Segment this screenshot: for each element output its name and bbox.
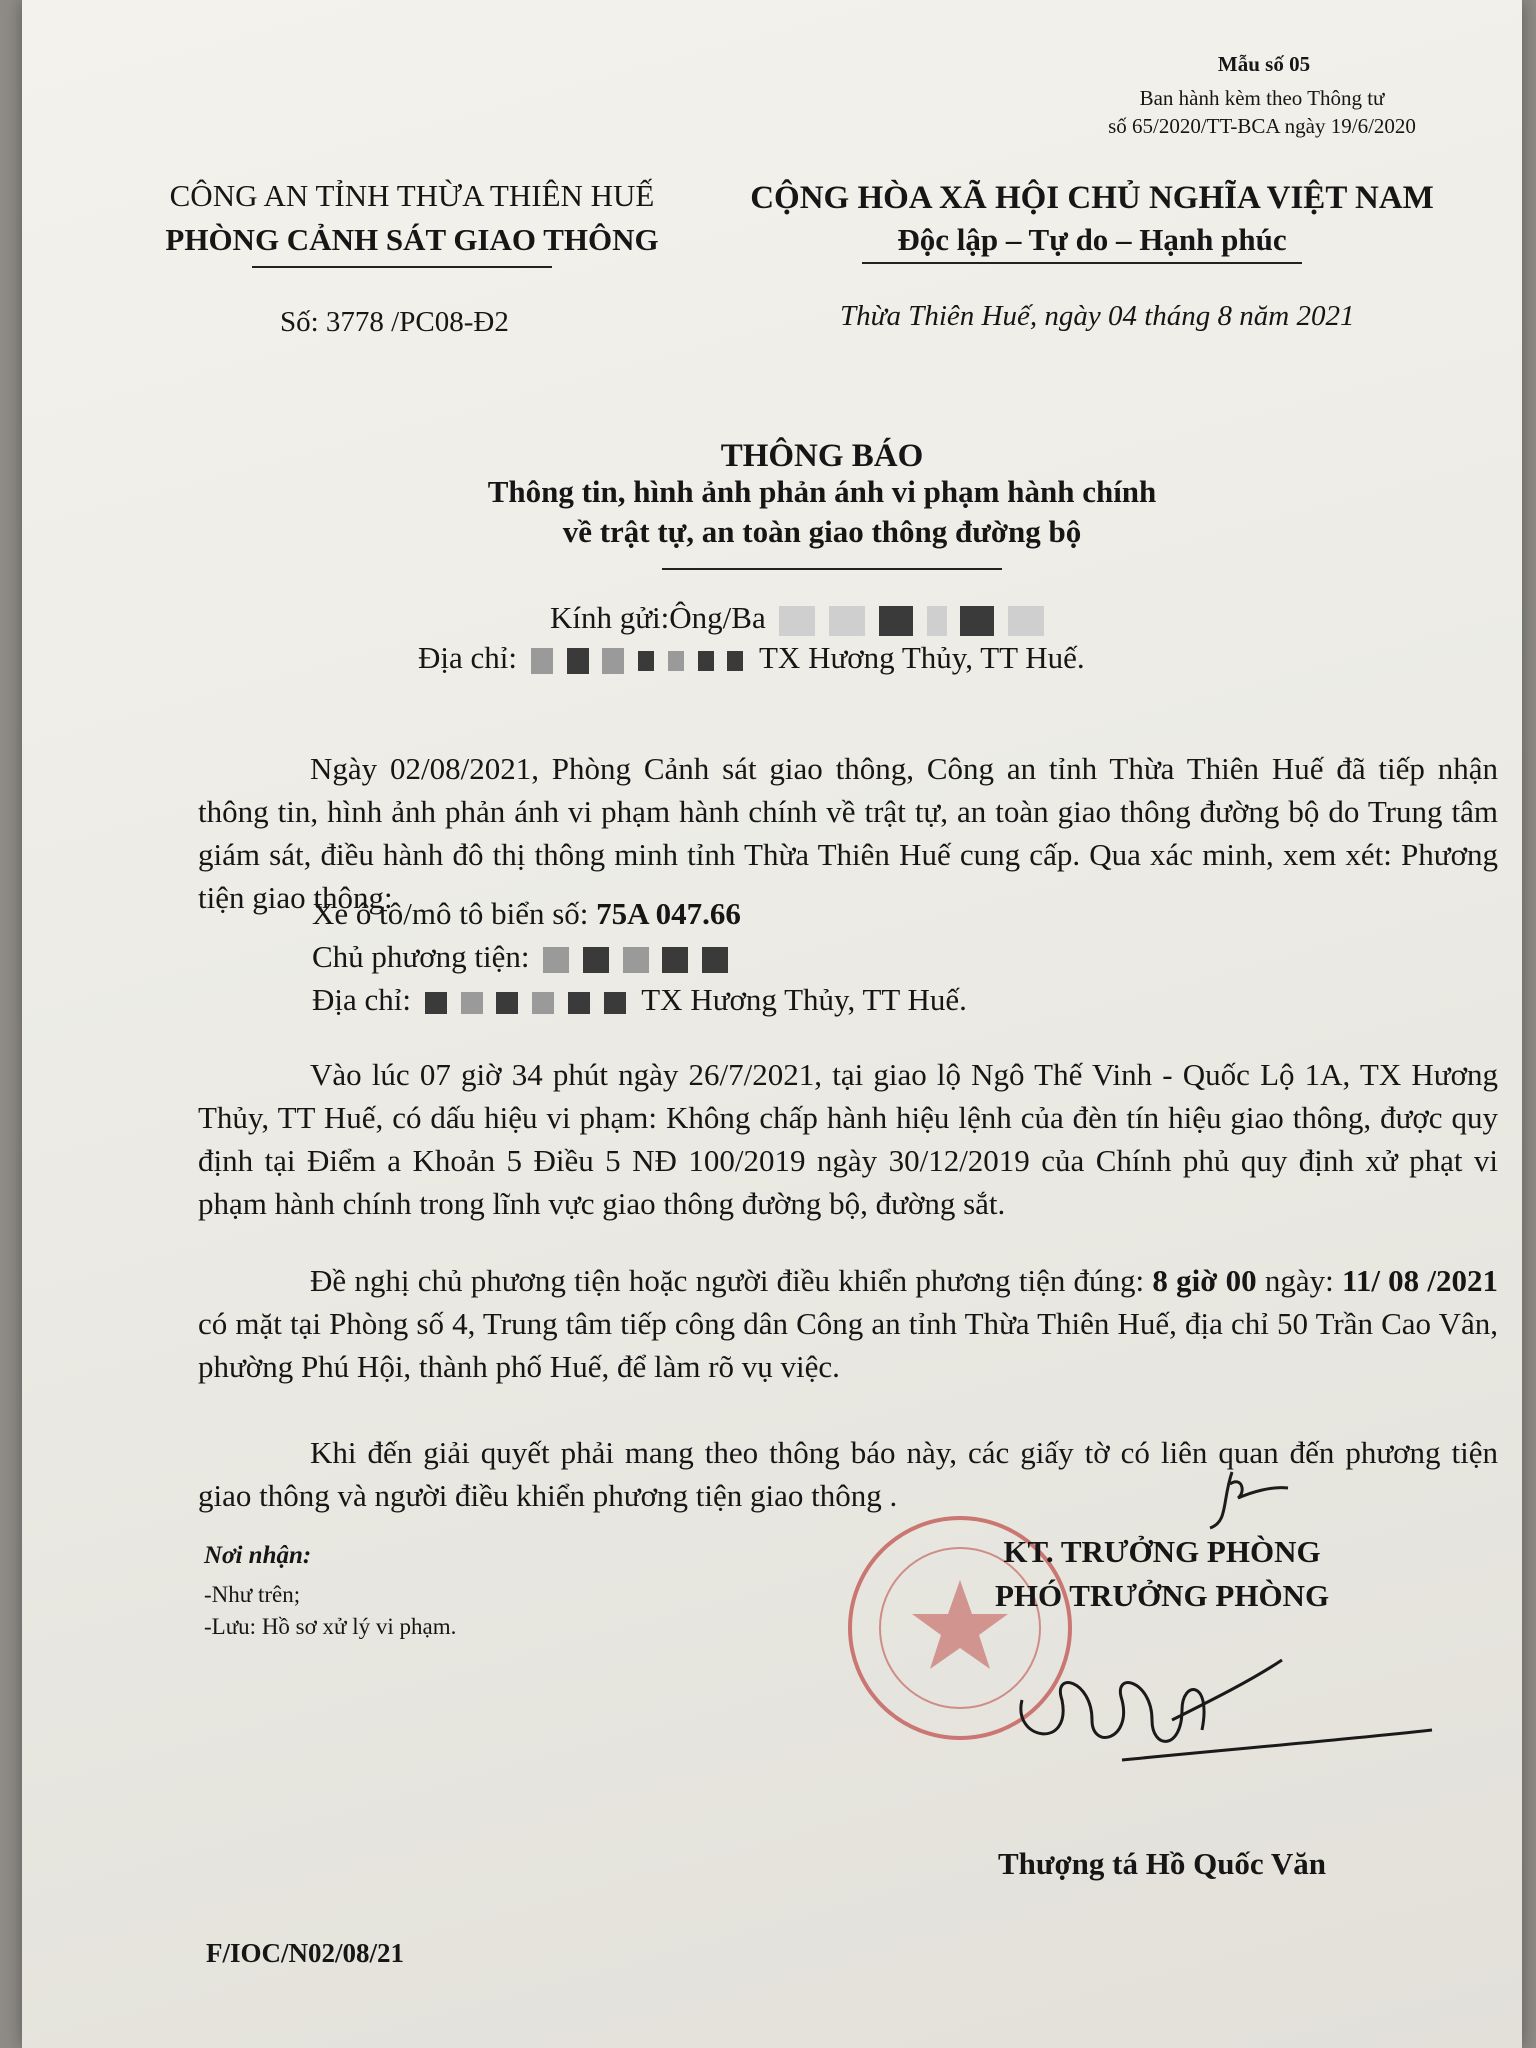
redacted-owner-block [662, 947, 688, 973]
vehicle-owner-label: Chủ phương tiện: [312, 939, 530, 974]
redacted-name-block [879, 606, 913, 636]
redacted-address-block [638, 651, 654, 671]
intro-paragraph: Ngày 02/08/2021, Phòng Cảnh sát giao thông, Công an tỉnh Thừa Thiên Huế đã tiếp nhận thông tin, hình ảnh phản ánh vi phạm hành chính về trật tự, an toàn giao thông đường bộ do Trung tâm giám sát, điều hành đô thị thông minh tỉnh Thừa Thiên Huế cung cấp. Qua xác minh, xem xét: Phương tiện giao thông: [198, 751, 1498, 915]
request-paragraph [198, 1259, 1498, 1388]
redacted-name-block [927, 606, 947, 636]
signatory-position: PHÓ TRƯỞNG PHÒNG [994, 1578, 1330, 1613]
recipient-address-suffix: TX Hương Thủy, TT Huế. [759, 640, 1085, 675]
document-title: THÔNG BÁO [720, 438, 924, 474]
national-motto: Độc lập – Tự do – Hạnh phúc [897, 222, 1287, 257]
redacted-owner-address-block [532, 992, 554, 1014]
recipient-address-line [418, 640, 1085, 676]
request-date: 11/ 08 /2021 [1342, 1263, 1499, 1298]
initial-mark [1202, 1462, 1292, 1532]
agency-name: PHÒNG CẢNH SÁT GIAO THÔNG [165, 222, 659, 257]
motto-underline [862, 262, 1302, 264]
vehicle-plate-line [312, 896, 741, 932]
signatory-title: KT. TRƯỞNG PHÒNG [1003, 1534, 1321, 1569]
recipient-address-label: Địa chỉ: [418, 640, 517, 675]
redacted-owner-block [583, 947, 609, 973]
redacted-owner-address-block [604, 992, 626, 1014]
redacted-name-block [829, 606, 865, 636]
agency-parent: CÔNG AN TỈNH THỪA THIÊN HUẾ [169, 178, 655, 213]
redacted-name-block [960, 606, 994, 636]
form-issuance-line1: Ban hành kèm theo Thông tư [1139, 86, 1385, 110]
form-issuance-reference [1062, 84, 1462, 140]
redacted-address-block [531, 648, 553, 674]
redacted-owner-block [543, 947, 569, 973]
vehicle-owner-line [312, 939, 728, 975]
document-subtitle-line1: Thông tin, hình ảnh phản ánh vi phạm hành chính [487, 474, 1157, 509]
redacted-owner-block [623, 947, 649, 973]
document-subtitle-line2: về trật tự, an toàn giao thông đường bộ [562, 514, 1082, 549]
document-number: Số: 3778 /PC08-Đ2 [280, 306, 509, 338]
violation-paragraph: Vào lúc 07 giờ 34 phút ngày 26/7/2021, tại giao lộ Ngô Thế Vinh - Quốc Lộ 1A, TX Hương Thủy, TT Huế, có dấu hiệu vi phạm: Không chấp hành hiệu lệnh của đèn tín hiệu giao thông, được quy định tại Điểm a Khoản 5 Điều 5 NĐ 100/2019 ngày 30/12/2019 của Chính phủ quy định xử phạt vi phạm hành chính trong lĩnh vực giao thông đường bộ, đường sắt. [198, 1057, 1498, 1221]
agency-underline [252, 266, 552, 268]
redacted-owner-address-block [568, 992, 590, 1014]
closing-paragraph: Khi đến giải quyết phải mang theo thông báo này, các giấy tờ có liên quan đến phương tiện giao thông và người điều khiển phương tiện giao thông . [198, 1435, 1498, 1513]
place-and-date: Thừa Thiên Huế, ngày 04 tháng 8 năm 2021 [840, 300, 1355, 332]
footer-reference-code: F/IOC/N02/08/21 [206, 1938, 405, 1968]
recipient-greeting: Kính gửi:Ông/Ba [550, 600, 766, 635]
vehicle-owner-address-line [312, 982, 967, 1018]
document-page [22, 0, 1522, 2048]
request-time: 8 giờ 00 [1152, 1263, 1257, 1298]
redacted-name-block [779, 606, 815, 636]
redacted-owner-address-block [425, 992, 447, 1014]
title-underline [662, 568, 1002, 570]
recipients-item: -Lưu: Hồ sơ xử lý vi phạm. [204, 1614, 457, 1639]
redacted-owner-block [702, 947, 728, 973]
handwritten-signature [982, 1640, 1442, 1790]
recipients-item: -Như trên; [204, 1582, 301, 1607]
vehicle-owner-address-label: Địa chỉ: [312, 982, 411, 1017]
redacted-name-block [1008, 606, 1044, 636]
national-title: CỘNG HÒA XÃ HỘI CHỦ NGHĨA VIỆT NAM [750, 180, 1434, 216]
request-suffix: có mặt tại Phòng số 4, Trung tâm tiếp công dân Công an tỉnh Thừa Thiên Huế, địa chỉ 50 Trần Cao Vân, phường Phú Hội, thành phố Huế, để làm rõ vụ việc. [198, 1306, 1498, 1384]
vehicle-owner-address-suffix: TX Hương Thủy, TT Huế. [641, 982, 967, 1017]
vehicle-plate-value: 75A 047.66 [596, 896, 741, 931]
redacted-address-block [567, 648, 589, 674]
signer-name: Thượng tá Hồ Quốc Văn [997, 1846, 1327, 1881]
form-number: Mẫu số 05 [1217, 52, 1311, 76]
request-prefix: Đề nghị chủ phương tiện hoặc người điều khiển phương tiện đúng: [310, 1263, 1153, 1298]
redacted-owner-address-block [461, 992, 483, 1014]
redacted-address-block [668, 651, 684, 671]
vehicle-plate-label: Xe ô tô/mô tô biển số: [312, 896, 597, 931]
redacted-address-block [602, 648, 624, 674]
recipients-label: Nơi nhận: [204, 1542, 312, 1569]
redacted-owner-address-block [496, 992, 518, 1014]
request-mid: ngày: [1256, 1263, 1343, 1298]
redacted-address-block [698, 651, 714, 671]
form-issuance-line2: số 65/2020/TT-BCA ngày 19/6/2020 [1108, 114, 1416, 138]
recipient-greeting-line [550, 600, 1044, 636]
redacted-address-block [727, 651, 743, 671]
